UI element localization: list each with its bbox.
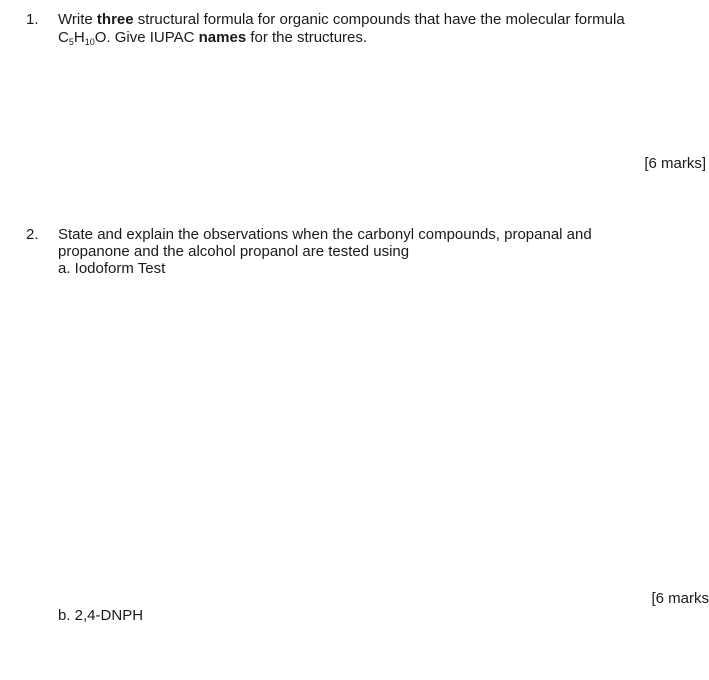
q1-line2-mid: . Give IUPAC — [106, 29, 199, 46]
q1-line1-pre: Write — [58, 11, 97, 28]
formula-hydrogen-count: 10 — [84, 37, 95, 47]
formula-carbon-count: 5 — [68, 37, 74, 47]
formula-oxygen: O — [94, 29, 107, 46]
q1-line2-post: for the structures. — [246, 29, 368, 46]
question-1-line-1 — [58, 11, 625, 29]
formula-hydrogen: H — [73, 29, 85, 46]
question-1-marks: [6 marks] — [644, 155, 706, 172]
q1-line1-post: structural formula for organic compounds that have the molecular formula — [133, 11, 625, 28]
question-2-part-a: a. Iodoform Test — [58, 260, 166, 277]
molecular-formula — [58, 29, 106, 46]
q1-emphasis-three: three — [96, 11, 134, 28]
question-1-number: 1. — [26, 11, 39, 28]
question-2-line-2: propanone and the alcohol propanol are tested using — [58, 243, 410, 260]
q1-emphasis-names: names — [198, 29, 247, 46]
question-1-line-2 — [58, 29, 367, 47]
question-2-part-a-marks: [6 marks — [651, 590, 709, 607]
question-2-line-1: State and explain the observations when the carbonyl compounds, propanal and — [58, 226, 592, 243]
question-2-number: 2. — [26, 226, 39, 243]
formula-carbon: C — [58, 29, 69, 46]
question-2-part-b: b. 2,4-DNPH — [58, 607, 144, 624]
